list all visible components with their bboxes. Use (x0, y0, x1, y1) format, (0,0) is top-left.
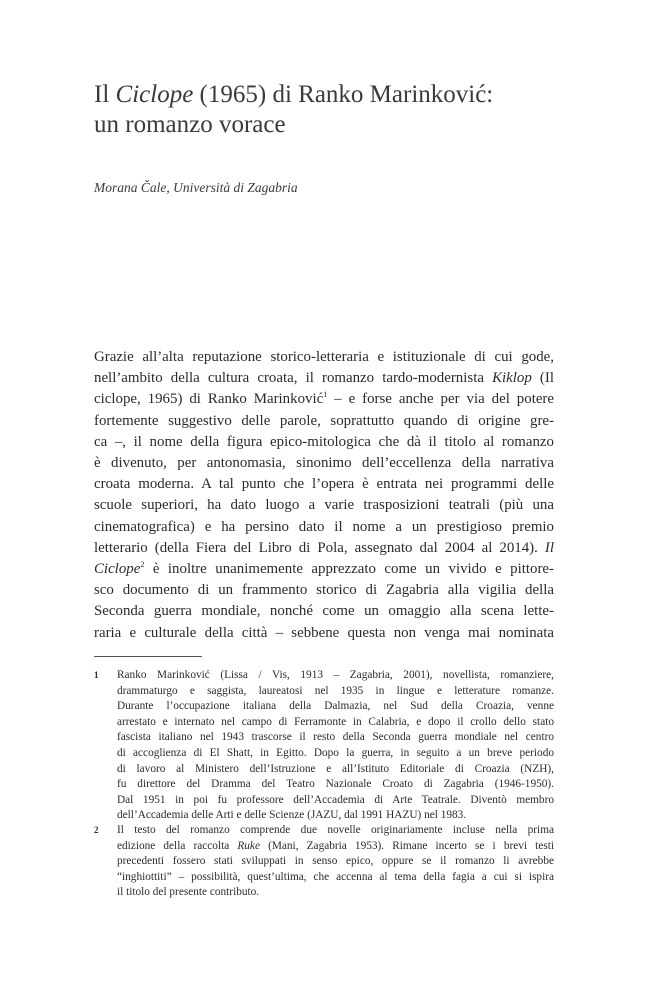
title-line-2: un romanzo vorace (94, 111, 286, 138)
body-italic: Kiklop (492, 370, 532, 387)
title-line-1 (94, 80, 594, 110)
footnote-line: arrestato e internato nel campo di Ferramonte in Calabria, e dopo il crollo dello stato (117, 715, 554, 728)
title-italic-ciclope: Ciclope (115, 81, 194, 108)
footnote-line: precedenti fossero stati sviluppati in senso epico, oppure se il romanzo li avrebbe (117, 855, 554, 868)
footnote-ref-2[interactable]: 2 (140, 560, 145, 570)
chapter-title (94, 80, 594, 140)
body-text: è inoltre unanimemente apprezzato come un vivido e pittore- (144, 561, 554, 578)
footnote-italic: Ruke (237, 839, 260, 852)
body-line (94, 368, 554, 389)
footnote-separator (94, 656, 202, 657)
footnote-line: “inghiottiti” – possibilità, quest’ultima, che accenna al tema della fagia a cui si ispira (117, 870, 554, 883)
title-text: Il (94, 81, 116, 108)
footnote-line: fascista italiano nel 1943 trascorse il resto della Seconda guerra mondiale nel centro (117, 731, 554, 744)
footnote-line: il titolo del presente contributo. (117, 886, 260, 899)
body-line: scuole superiori, ha dato luogo a varie trasposizioni teatrali (più una (94, 497, 554, 514)
body-line: croata moderna. A tal punto che l’opera è entrata nei programmi delle (94, 476, 554, 493)
footnote-number: 2 (94, 825, 99, 835)
body-paragraph (94, 347, 554, 644)
footnote-text (117, 823, 554, 901)
body-text: (Il (531, 370, 554, 387)
footnote-line: Dal 1951 in poi fu professore dell’Accademia di Arte Teatrale. Diventò membro (117, 793, 554, 806)
body-line: Seconda guerra mondiale, nonché come un omaggio alla scena lette- (94, 603, 554, 620)
title-text: (1965) di Ranko Marinković: (193, 81, 494, 108)
body-line (94, 559, 554, 580)
footnote-text (117, 668, 554, 824)
body-italic: Ciclope (94, 561, 141, 578)
body-text: ciclope, 1965) di Ranko Marinković (94, 391, 324, 408)
author-affiliation: Morana Čale, Università di Zagabria (94, 180, 298, 195)
footnote-line (117, 839, 554, 855)
body-italic: Il (544, 539, 554, 556)
footnote-text-run: (Mani, Zagabria 1953). Rimane incerto se i brevi testi (259, 839, 555, 852)
footnote-line: di lavoro al Ministero dell’Istruzione e all’Istituto Editoriale di Croazia (NZH), (117, 762, 554, 775)
body-text: letterario (della Fiera del Libro di Pola, assegnato dal 2004 al 2014). (94, 539, 545, 556)
footnote-line: fu direttore del Dramma del Teatro Nazionale Croato di Zagabria (1946-1950). (117, 778, 554, 791)
body-line: è divenuto, per antonomasia, sinonimo dell’eccellenza della narrativa (94, 455, 554, 472)
footnote-line: Durante l’occupazione italiana della Dalmazia, nel Sud della Croazia, venne (117, 700, 554, 713)
body-text: – e forse anche per via del potere (327, 391, 555, 408)
body-line: cinematografica) e ha persino dato il nome a un prestigioso premio (94, 518, 554, 535)
body-text: nell’ambito della cultura croata, il romanzo tardo-modernista (94, 370, 493, 387)
footnote-text-run: edizione della raccolta (117, 839, 238, 852)
body-line (94, 389, 554, 410)
body-line: Grazie all’alta reputazione storico-letteraria e istituzionale di cui gode, (94, 349, 554, 365)
body-line: raria e culturale della città – sebbene questa non venga mai nominata (94, 624, 554, 641)
footnote-line: dell’Accademia delle Arti e delle Scienze (JAZU, dal 1991 HAZU) nel 1983. (117, 809, 467, 822)
footnote-number: 1 (94, 670, 99, 680)
footnote-line: drammaturgo e saggista, laureatosi nel 1935 in lingue e letterature romanze. (117, 684, 554, 697)
footnote-line: di accoglienza di El Shatt, in Egitto. Dopo la guerra, in seguito a un breve periodo (117, 746, 554, 759)
footnote-ref-1[interactable]: 1 (323, 390, 328, 400)
body-line: fortemente suggestivo delle parole, soprattutto quando di origine gre- (94, 412, 554, 429)
footnote-line: Il testo del romanzo comprende due novelle originariamente incluse nella prima (117, 824, 554, 836)
body-line: sco documento di un frammento storico di Zagabria alla vigilia della (94, 582, 554, 599)
body-line: ca –, il nome della figura epico-mitologica che dà il titolo al romanzo (94, 433, 554, 450)
body-line (94, 538, 554, 559)
footnote-line: Ranko Marinković (Lissa / Vis, 1913 – Zagabria, 2001), novellista, romanziere, (117, 669, 554, 681)
